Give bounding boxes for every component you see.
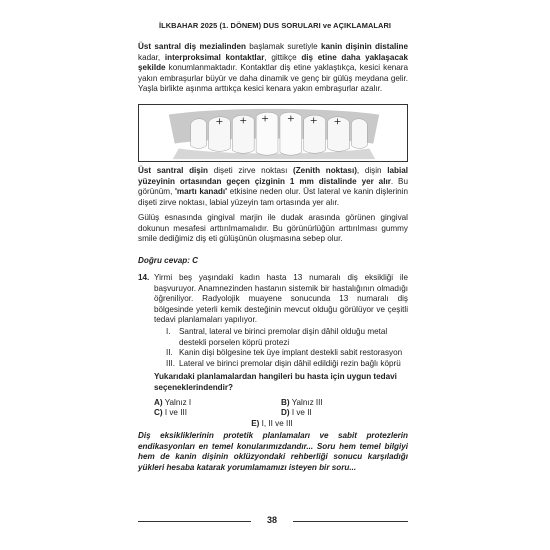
item-numeral: I.: [166, 326, 171, 336]
option-b: [281, 398, 408, 408]
correct-answer: Doğru cevap: C: [138, 256, 199, 265]
intro-text-3: , gittikçe: [264, 52, 302, 62]
zenith-bold-4: 'martı kanadı': [174, 187, 228, 197]
intro-text-1: başlamak suretiyle: [245, 42, 321, 51]
running-header: İLKBAHAR 2025 (1. DÖNEM) DUS SORULARI ve AÇIKLAMALARI: [158, 21, 392, 30]
intro-bold-1: Üst santral diş mezialinden: [138, 42, 246, 51]
zenith-text-2: , dişin: [356, 166, 388, 175]
footer-rule-left: [138, 521, 251, 522]
answer-options: [154, 398, 408, 429]
intro-bold-2: kanin dişinin distaline: [320, 42, 408, 51]
intro-paragraph: [138, 42, 408, 95]
gummy-smile-paragraph: [138, 213, 408, 245]
option-a-text: Yalnız I: [162, 398, 192, 407]
option-c: [154, 408, 281, 418]
item-numeral: III.: [166, 358, 176, 368]
intro-bold-4: diş etine daha yaklaşacak şekilde: [138, 52, 409, 73]
teeth-illustration: [139, 105, 407, 161]
intro-bold-3: interproksimal kontaktlar: [164, 52, 265, 62]
option-e: [136, 419, 408, 429]
option-a: [154, 398, 281, 408]
page-number: 38: [266, 515, 277, 525]
option-a-key: A): [154, 398, 163, 407]
question-number: 14.: [138, 273, 150, 282]
option-c-text: I ve III: [162, 408, 187, 418]
item-text: Santral, lateral ve birinci premolar dişin dâhil olduğu metal destekli porselen köprü protezi: [179, 326, 388, 347]
explanation-paragraph: [138, 431, 408, 473]
zenith-text-1: dişeti zirve noktası: [208, 166, 294, 175]
footer-rule-right: [293, 521, 408, 522]
explanation-text: Diş eksikliklerinin protetik planlamaları ve sabit protezlerin endikasyonları en temel konularımızdandır... Soru hem temel bilgiyi hem de kanin dişinin oklüzyondaki rehberliği sonucu karşıladığı yükleri hesaba katarak yorumlamamızı isteyen bir soru...: [138, 431, 408, 472]
teeth-photo-figure: [138, 104, 408, 162]
option-b-text: Yalnız III: [289, 398, 323, 407]
zenith-bold-2: (Zenith noktası): [293, 166, 357, 175]
question-items: [166, 327, 408, 369]
intro-text-2: kadar,: [138, 52, 165, 62]
zenith-paragraph: [138, 166, 408, 208]
zenith-bold-3: labial yüzeyinin ortasından geçen çizginin 1 mm distalinde yer alır: [138, 166, 408, 186]
question-14: [138, 273, 408, 394]
option-d: [281, 408, 408, 418]
option-e-text: I, II ve III: [259, 418, 293, 428]
intro-text-4: konumlanmaktadır. Kontaktlar diş etine yaklaştıkça, kesici kenara yakın embraşurlar büyür ve daha dinamik ve genç bir gülüş meydana gelir. Yaşla birlikte aşınma arttıkça kesici kenara yakın embraşurlar azalır.: [138, 63, 408, 94]
gummy-smile-text: Gülüş esnasında gingival marjin ile dudak arasında görünen gingival dokunun mesafesi arttırılmamalıdır. Bu görünürlüğün arttırılması gummy smile dediğimiz diş eti gülüşünün oluşmasına sebep olur.: [138, 213, 408, 244]
option-d-key: D): [281, 408, 290, 418]
item-text: Kanin dişi bölgesine tek üye implant destekli sabit restorasyon: [179, 348, 403, 358]
zenith-text-3: . Bu görünüm,: [138, 176, 408, 197]
option-d-text: I ve II: [289, 408, 312, 418]
question-text: Yirmi beş yaşındaki kadın hasta 13 numaralı diş eksikliği ile başvuruyor. Anamnezinden hastanın sistemik bir hastalığının olmadığı öğreniliyor. Radyolojik muayene sonucunda 13 numaralı diş bölgesinde yeterli kemik desteğinin mevcut olduğu görülüyor ve çeşitli tedavi planlamaları yapılıyor.: [154, 273, 408, 325]
option-b-key: B): [281, 398, 290, 407]
item-text: Lateral ve birinci premolar dişin dâhil edildiği rezin bağlı köprü: [179, 358, 401, 368]
zenith-bold-1: Üst santral dişin: [138, 166, 209, 175]
question-item: [166, 359, 408, 370]
zenith-text-4: etkisine neden olur. Üst lateral ve kanin dişlerinin dişeti zirve noktası, labial yüzeyin tam ortasında yer alır.: [138, 187, 408, 207]
option-c-key: C): [154, 408, 163, 418]
question-stem: Yukarıdaki planlamalardan hangileri bu hasta için uygun tedavi seçeneklerindendir?: [154, 372, 397, 392]
question-item: [166, 327, 408, 348]
question-item: [166, 348, 408, 359]
item-numeral: II.: [166, 348, 173, 358]
option-e-key: E): [251, 418, 260, 428]
